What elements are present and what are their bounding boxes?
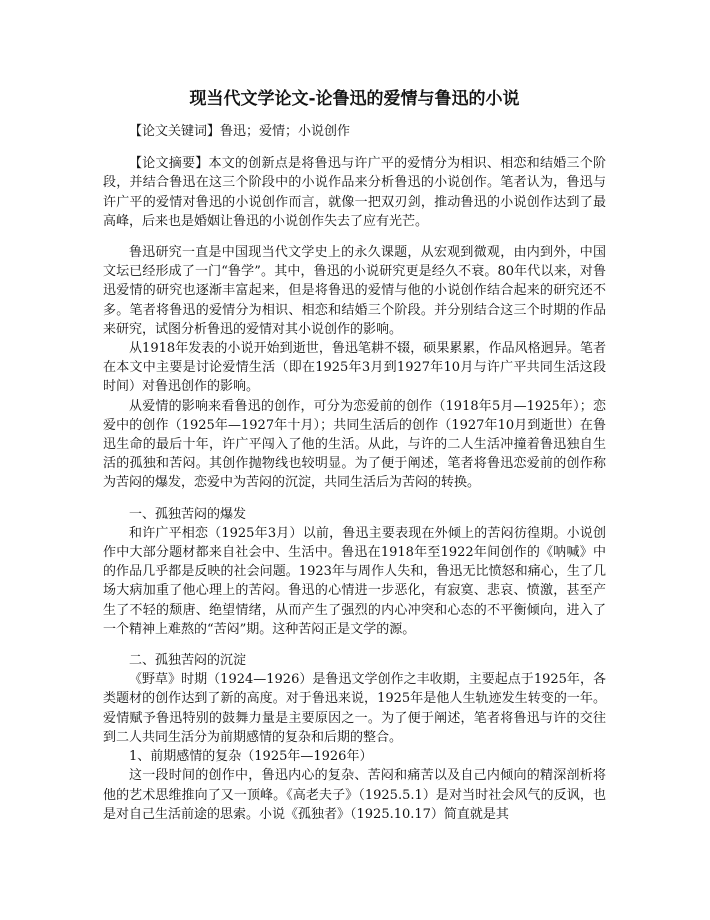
section-2-paragraph: 《野草》时期（1924—1926）是鲁迅文学创作之丰收期，主要起点于1925年，各类题材的创作达到了新的高度。对于鲁迅来说，1925年是他人生轨迹发生转变的一年。爱情赋予鲁迅特别的鼓舞力量是主要原因之一。为了便于阐述，笔者将鲁迅与许的交往到二人共同生活分为前期感情的复杂和后期的整合。 [103, 672, 606, 745]
subsection-heading-2-1: 1、前期感情的复杂（1925年—1926年） [129, 749, 373, 765]
body-paragraph-3: 从爱情的影响来看鲁迅的创作，可分为恋爱前的创作（1918年5月—1925年）；恋爱中的创作（1925年—1927年十月）；共同生活后的创作（1927年10月到逝世）在鲁迅生命的最后十年，许广平闯入了他的生活。从此，与许的二人生活冲撞着鲁迅独自生活的孤独和苦闷。其创作抛物线也较明显。为了便于阐述，笔者将鲁迅恋爱前的创作称为苦闷的爆发，恋爱中为苦闷的沉淀，共同生活后为苦闷的转换。 [103, 398, 606, 491]
section-heading-1: 一、孤独苦闷的爆发 [129, 506, 247, 522]
abstract-paragraph: 【论文摘要】本文的创新点是将鲁迅与许广平的爱情分为相识、相恋和结婚三个阶段，并结合鲁迅在这三个阶段中的小说作品来分析鲁迅的小说创作。笔者认为，鲁迅与许广平的爱情对鲁迅的小说创作而言，就像一把双刃剑，推动鲁迅的小说创作达到了最高峰，后来也是婚姻让鲁迅的小说创作失去了应有光芒。 [103, 156, 606, 229]
document-page [103, 86, 606, 824]
subsection-2-1-paragraph: 这一段时间的创作中，鲁迅内心的复杂、苦闷和痛苦以及自己内倾向的精深剖析将他的艺术思维推向了又一顶峰。《高老夫子》（1925.5.1）是对当时社会风气的反讽，也是对自己生活前途的思索。小说《孤独者》（1925.10.17）简直就是其 [103, 768, 606, 822]
body-paragraph-1: 鲁迅研究一直是中国现当代文学史上的永久课题，从宏观到微观，由内到外，中国文坛已经形成了一门“鲁学”。其中，鲁迅的小说研究更是经久不衰。80年代以来，对鲁迅爱情的研究也逐渐丰富起来，但是将鲁迅的爱情与他的小说创作结合起来的研究还不多。笔者将鲁迅的爱情分为相识、相恋和结婚三个阶段。并分别结合这三个时期的作品来研究，试图分析鲁迅的爱情对其小说创作的影响。 [103, 245, 606, 337]
body-paragraph-2: 从1918年发表的小说开始到逝世，鲁迅笔耕不辍，硕果累累，作品风格迥异。笔者在本文中主要是讨论爱情生活（即在1925年3月到1927年10月与许广平共同生活这段时间）对鲁迅创作的影响。 [103, 341, 606, 395]
document-title: 现当代文学论文-论鲁迅的爱情与鲁迅的小说 [189, 89, 520, 109]
section-heading-2: 二、孤独苦闷的沉淀 [129, 653, 247, 669]
keywords-line: 【论文关键词】鲁迅；爱情；小说创作 [129, 124, 351, 139]
section-1-paragraph: 和许广平相恋（1925年3月）以前，鲁迅主要表现在外倾上的苦闷彷徨期。小说创作中大部分题材都来自社会中、生活中。鲁迅在1918年至1922年间创作的《呐喊》中的作品几乎都是反映的社会问题。1923年与周作人失和，鲁迅无比愤怒和痛心，生了几场大病加重了他心理上的苦闷。鲁迅的心情进一步恶化，有寂寞、悲哀、愤激，甚至产生了不轻的颓唐、绝望情绪，从而产生了强烈的内心冲突和心态的不平衡倾向，进入了一个精神上难熬的“苦闷”期。这种苦闷正是文学的源。 [103, 525, 606, 637]
